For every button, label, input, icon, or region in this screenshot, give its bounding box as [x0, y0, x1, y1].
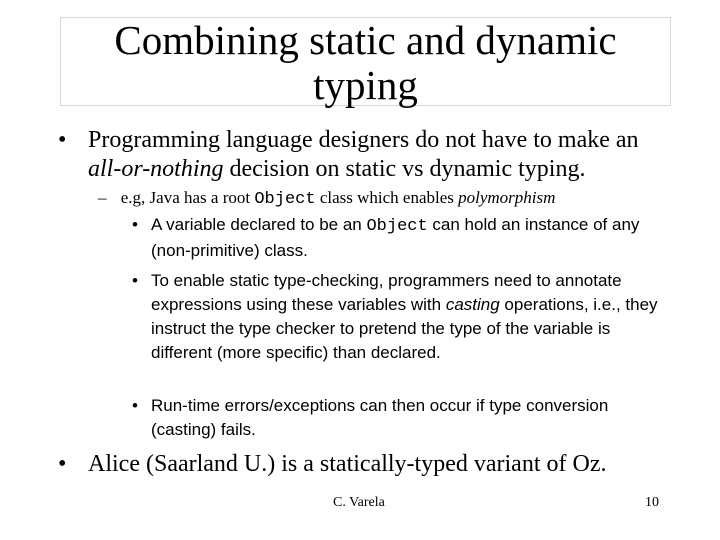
code-object: Object [254, 190, 316, 209]
page-number: 10 [645, 495, 659, 510]
bullet-marker: • [58, 451, 67, 477]
text-part2: can hold an instance of any (non-primitive) class. [151, 215, 640, 260]
text-part1: To enable static type-checking, programmers need to annotate expressions using these variables with [151, 271, 622, 314]
slide-title-line2: typing [313, 62, 418, 108]
sub-sub-bullet-marker: • [132, 271, 138, 290]
text-italic: casting [445, 295, 500, 314]
bullet-text-italic: all-or-nothing [88, 156, 224, 182]
text-part1: A variable declared to be an [151, 215, 367, 234]
footer-author: C. Varela [333, 495, 385, 510]
slide-title-line1: Combining static and dynamic [114, 17, 617, 63]
sub-sub-bullet-marker: • [132, 215, 138, 234]
bullet-text-part2: decision on static vs dynamic typing. [223, 156, 586, 182]
bullet-text: Alice (Saarland U.) is a statically-typed variant of Oz. [88, 451, 607, 477]
sub-bullet-text-italic: polymorphism [458, 188, 556, 207]
bullet-marker: • [58, 127, 67, 153]
sub-bullet-marker: – [98, 188, 107, 207]
sub-sub-bullet-marker: • [132, 396, 138, 415]
bullet-text-part1: Programming language designers do not have to make an [88, 127, 639, 153]
sub-sub-bullet-text: Run-time errors/exceptions can then occur if type conversion (casting) fails. [151, 396, 609, 439]
sub-bullet-text-part2: class which enables [315, 188, 459, 207]
text-part2: operations, i.e., they instruct the type checker to pretend the type of the variable is different (more specific) than declared. [151, 295, 658, 362]
sub-sub-bullet-text [151, 269, 661, 365]
code-object: Object [366, 217, 428, 236]
sub-sub-bullet-text [151, 213, 661, 263]
sub-bullet-item [98, 187, 698, 211]
sub-bullet-text-part1: e.g, Java has a root [120, 188, 255, 207]
bullet-text [88, 126, 673, 184]
slide-title [60, 17, 671, 106]
